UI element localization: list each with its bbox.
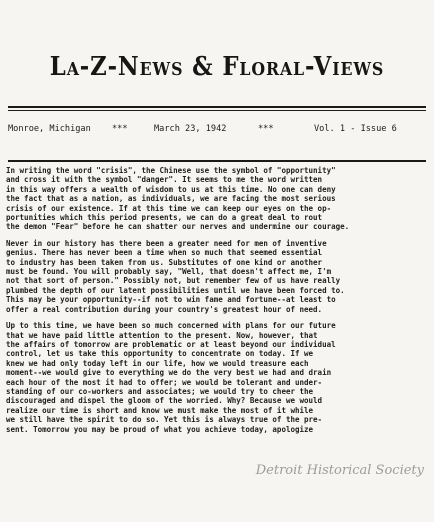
article-paragraph bbox=[6, 239, 430, 314]
text-line: we still have the spirit to do so. Yet this is always true of the pre- bbox=[6, 415, 323, 425]
text-line: knew we had only today left in our life, how we would treasure each bbox=[6, 358, 309, 368]
text-line: not that sort of person." Possibly not, but remember few of us have really bbox=[6, 276, 341, 286]
text-line: that we have paid little attention to the present. Now, however, that bbox=[6, 330, 318, 340]
dateline-location: Monroe, Michigan bbox=[8, 124, 91, 134]
masthead-title: La-Z-News & Floral-Views bbox=[49, 52, 385, 82]
text-line: This may be your opportunity--if not to win fame and fortune--at least to bbox=[6, 295, 336, 305]
text-line: portunities which this period presents, we can do a great deal to rout bbox=[6, 213, 323, 223]
article-paragraph bbox=[6, 166, 430, 232]
text-line: each hour of the most it had to offer; we would be tolerant and under- bbox=[6, 377, 323, 387]
article-body bbox=[6, 166, 430, 441]
dateline-issue: Vol. 1 - Issue 6 bbox=[314, 124, 397, 134]
dateline-rule bbox=[8, 160, 426, 162]
dateline-separator: *** bbox=[258, 124, 274, 134]
text-line: sent. Tomorrow you may be proud of what you achieve today, apologize bbox=[6, 424, 314, 434]
text-line: In writing the word "crisis", the Chinese use the symbol of "opportunity" bbox=[6, 166, 336, 175]
text-line: Never in our history has there been a greater need for men of inventive bbox=[6, 238, 327, 248]
dateline-separator: *** bbox=[112, 124, 128, 134]
masthead-rule-bottom bbox=[8, 110, 426, 111]
text-line: to industry has been taken from us. Substitutes of one kind or another bbox=[6, 257, 323, 267]
text-line: standing of our co-workers and associates; we would try to cheer the bbox=[6, 386, 314, 396]
text-line: the demon "Fear" before he can shatter our nerves and undermine our courage. bbox=[6, 222, 350, 232]
text-line: crisis of our existence. If at this time we can keep our eyes on the op- bbox=[6, 203, 332, 213]
text-line: in this way offers a wealth of wisdom to us at this time. No one can deny bbox=[6, 184, 336, 194]
dateline-date: March 23, 1942 bbox=[154, 124, 227, 134]
text-line: and cross it with the symbol "danger". It seems to me the word written bbox=[6, 175, 323, 185]
masthead-rule-top bbox=[8, 106, 426, 108]
text-line: control, let us take this opportunity to concentrate on today. If we bbox=[6, 349, 314, 359]
text-line: plumbed the depth of our latent possibilities until we have been forced to. bbox=[6, 285, 345, 295]
text-line: genius. There has never been a time when so much that seemed essential bbox=[6, 248, 323, 258]
text-line: moment--we would give to everything we do the very best we had and drain bbox=[6, 368, 332, 378]
text-line: the affairs of tomorrow are problematic or at least beyond our individual bbox=[6, 339, 336, 349]
text-line: Up to this time, we have been so much concerned with plans for our future bbox=[6, 321, 336, 331]
text-line: must be found. You will probably say, "Well, that doesn't affect me, I'm bbox=[6, 267, 332, 277]
text-line: realize our time is short and know we must make the most of it while bbox=[6, 405, 314, 415]
text-line: offer a real contribution during your country's greatest hour of need. bbox=[6, 304, 323, 314]
watermark: Detroit Historical Society bbox=[255, 463, 424, 478]
text-line: discouraged and dispel the gloom of the worried. Why? Because we would bbox=[6, 396, 323, 406]
text-line: the fact that as a nation, as individuals, we are facing the most serious bbox=[6, 194, 336, 204]
article-paragraph bbox=[6, 321, 430, 434]
